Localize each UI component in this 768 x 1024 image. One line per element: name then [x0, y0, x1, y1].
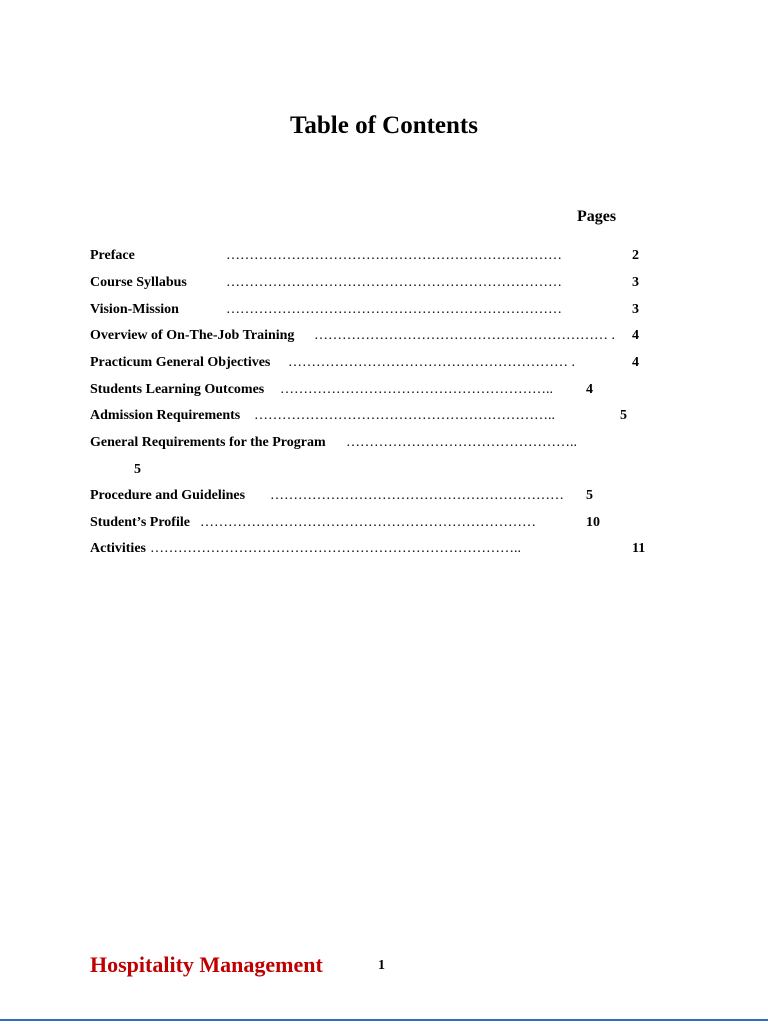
toc-entry-leader: …………………………………………………………………….. [150, 541, 521, 556]
toc-entry-label: Vision-Mission [90, 302, 179, 317]
toc-entry-page: 10 [586, 515, 600, 530]
toc-entry-admission-requirements [90, 408, 650, 426]
toc-entry-learning-outcomes [90, 382, 650, 400]
toc-entry-leader: ……………………………………………………………… [226, 302, 562, 317]
toc-entry-practicum-objectives [90, 355, 650, 373]
toc-entry-general-requirements-page [90, 462, 150, 480]
toc-entry-leader: ………………………………………………….. [280, 382, 553, 397]
toc-entry-label: Practicum General Objectives [90, 355, 271, 370]
toc-entry-general-requirements [90, 435, 650, 453]
toc-entry-label: Activities [90, 541, 146, 556]
toc-entry-page: 11 [632, 541, 646, 556]
toc-entry-page: 4 [632, 328, 639, 343]
footer-rule [0, 1019, 768, 1021]
toc-entry-page: 4 [632, 355, 639, 370]
toc-entry-course-syllabus [90, 275, 650, 293]
toc-entry-leader: ……………………………………………………………… [226, 248, 562, 263]
toc-entry-leader: ……………………………………………………………… [200, 515, 536, 530]
toc-entry-leader: ……………………………………………………….. [254, 408, 555, 423]
toc-entry-preface [90, 248, 650, 266]
toc-entry-activities [90, 541, 660, 559]
toc-entry-page: 3 [632, 302, 639, 317]
toc-entry-label: Course Syllabus [90, 275, 187, 290]
toc-entry-label: Student’s Profile [90, 515, 190, 530]
toc-entry-page: 5 [134, 462, 141, 477]
toc-entry-leader: ……………………………………………………………… [226, 275, 562, 290]
toc-entry-overview [90, 328, 650, 346]
toc-entry-label: Admission Requirements [90, 408, 241, 423]
footer-page-number: 1 [378, 958, 385, 973]
toc-entry-label: Preface [90, 248, 135, 263]
toc-entry-procedure-guidelines [90, 488, 650, 506]
toc-entry-leader: ……………………………………………………… [270, 488, 564, 503]
toc-entry-page: 5 [586, 488, 593, 503]
toc-entry-label: Overview of On-The-Job Training [90, 328, 295, 343]
footer-title: Hospitality Management [90, 952, 323, 977]
toc-entry-leader: ……………………………………………………… . [314, 328, 615, 343]
toc-entry-page: 4 [586, 382, 593, 397]
toc-entry-label: Students Learning Outcomes [90, 382, 265, 397]
pages-column-header: Pages [577, 208, 617, 225]
toc-entry-page: 3 [632, 275, 639, 290]
toc-entry-vision-mission [90, 302, 650, 320]
toc-entry-label: General Requirements for the Program [90, 435, 326, 450]
toc-entry-leader: ………………………………………….. [346, 435, 577, 450]
toc-entry-page: 2 [632, 248, 639, 263]
toc-entry-leader: …………………………………………………… . [288, 355, 575, 370]
page-title: Table of Contents [290, 112, 478, 139]
toc-entry-label: Procedure and Guidelines [90, 488, 246, 503]
toc-entry-student-profile [90, 515, 650, 533]
toc-entry-page: 5 [620, 408, 627, 423]
